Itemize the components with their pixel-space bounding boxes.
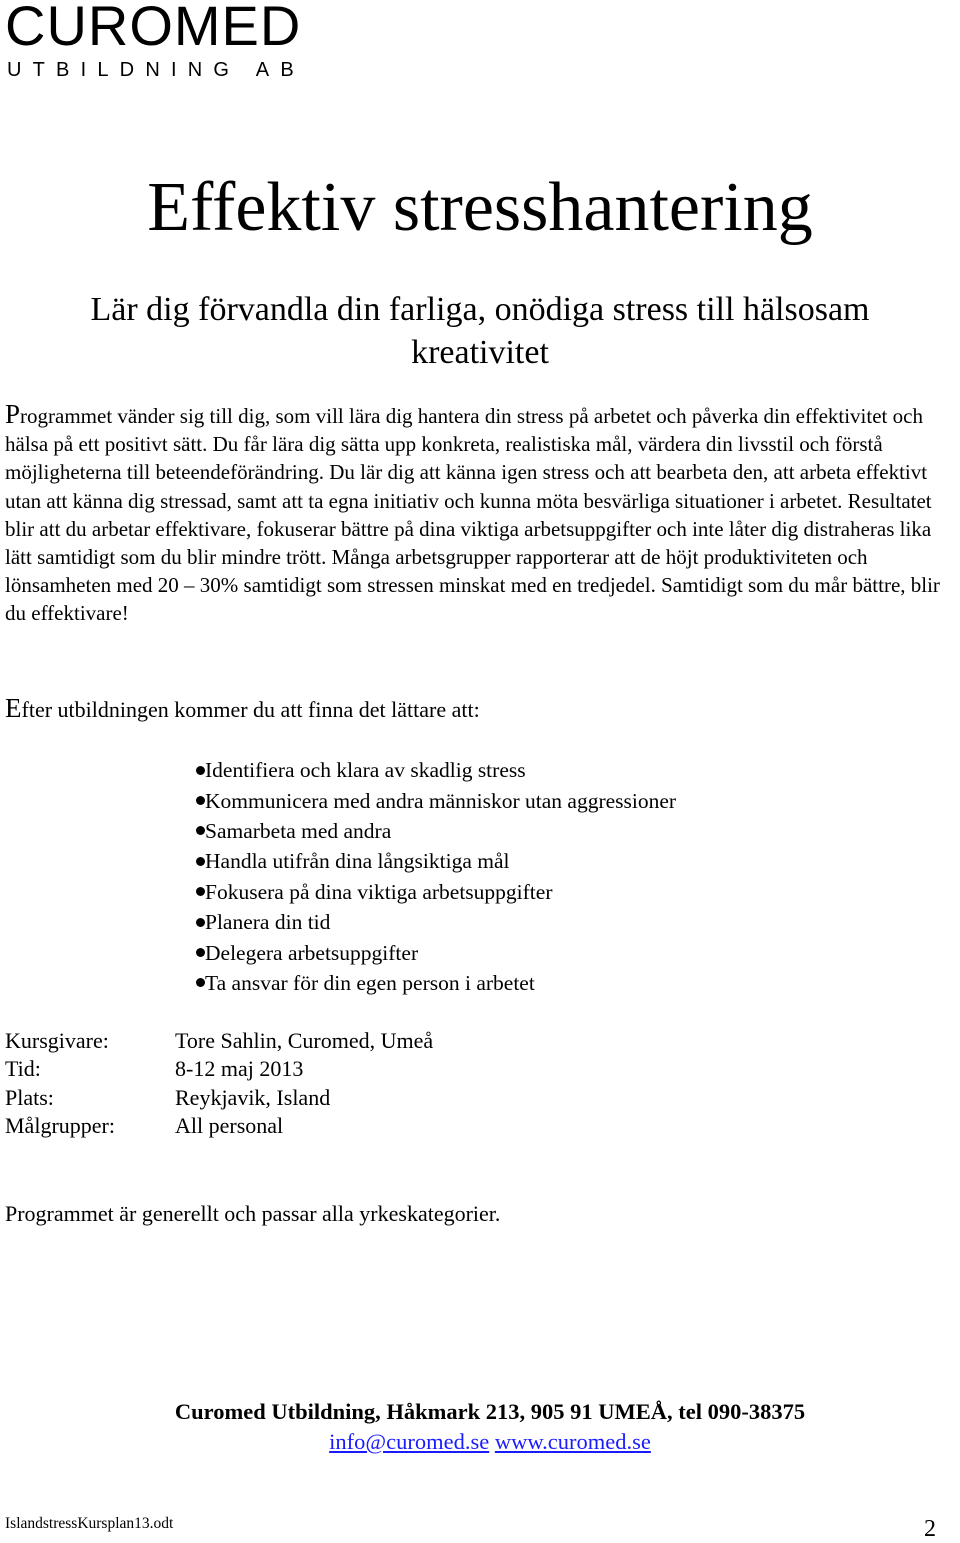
list-item: [190, 755, 676, 785]
bullet-dot-icon: [196, 766, 205, 775]
info-value-time: 8-12 maj 2013: [175, 1056, 304, 1081]
list-item-text: Ta ansvar för din egen person i arbetet: [205, 970, 535, 995]
bullet-dot-icon: [196, 948, 205, 957]
outcomes-heading: [5, 694, 480, 724]
bullet-dot-icon: [196, 887, 205, 896]
outcomes-list: [190, 755, 676, 998]
page-title: Effektiv stresshantering: [147, 169, 813, 246]
bullet-dot-icon: [196, 857, 205, 866]
intro-text: rogrammet vänder sig till dig, som vill lära dig hantera din stress på arbetet och påverka din effektivitet och hälsa på ett positivt sätt. Du får lära dig sätta upp konkreta, realistiska mål, värdera din livsstil och förstå möjligheterna till beteendeförändring. Du lär dig att känna igen stress och att bearbeta den, att arbeta effektivt utan att känna dig stressad, samt att ta egna initiativ och kunna möta besvärliga situationer i arbetet. Resultatet blir att du arbetar effektivare, fokuserar bättre på dina viktiga arbetsuppgifter och inte låter dig distraheras lika lätt samtidigt som du blir mindre trött. Många arbetsgrupper rapporterar att de höjt produktiviteten och lönsamheten med 20 – 30% samtidigt som stressen minskat med en tredjedel. Samtidigt som du mår bättre, blir du effektivare!: [5, 404, 940, 626]
list-item: [190, 907, 676, 937]
list-item-text: Kommunicera med andra människor utan aggressioner: [205, 788, 677, 813]
list-item-text: Identifiera och klara av skadlig stress: [205, 758, 526, 783]
page-subtitle: Lär dig förvandla din farliga, onödiga stress till hälsosam kreativitet: [90, 291, 870, 371]
info-label-instructor: Kursgivare:: [5, 1028, 109, 1053]
page-number: 2: [924, 1516, 936, 1542]
list-item: [190, 877, 676, 907]
bullet-dot-icon: [196, 796, 205, 805]
info-label-audience: Målgrupper:: [5, 1113, 115, 1138]
list-item-text: Samarbeta med andra: [205, 818, 392, 843]
list-item: [190, 846, 676, 876]
logo-tagline: UTBILDNING AB: [7, 59, 305, 81]
document-filename: IslandstressKursplan13.odt: [5, 1515, 174, 1532]
bullet-dot-icon: [196, 826, 205, 835]
outcomes-heading-text: fter utbildningen kommer du att finna det lättare att:: [21, 697, 480, 722]
info-label-place: Plats:: [5, 1085, 54, 1110]
list-item: [190, 785, 676, 815]
logo-wordmark: CUROMED: [5, 0, 302, 57]
closing-statement: Programmet är generellt och passar alla yrkeskategorier.: [5, 1201, 501, 1226]
info-label-time: Tid:: [5, 1056, 41, 1081]
info-value-place: Reykjavik, Island: [175, 1085, 331, 1110]
list-item-text: Handla utifrån dina långsiktiga mål: [205, 849, 510, 874]
intro-paragraph: [5, 400, 955, 628]
list-item: [190, 816, 676, 846]
info-value-instructor: Tore Sahlin, Curomed, Umeå: [175, 1028, 434, 1053]
bullet-dot-icon: [196, 978, 205, 987]
intro-first-letter: P: [5, 399, 21, 429]
info-value-audience: All personal: [175, 1113, 284, 1138]
footer-links: [0, 1427, 960, 1457]
list-item-text: Fokusera på dina viktiga arbetsuppgifter: [205, 879, 553, 904]
website-link[interactable]: www.curomed.se: [494, 1429, 651, 1454]
footer-address: Curomed Utbildning, Håkmark 213, 905 91 UMEÅ, tel 090-38375: [174, 1399, 806, 1424]
email-link[interactable]: info@curomed.se: [329, 1429, 490, 1454]
outcomes-first-letter: E: [5, 693, 22, 723]
bullet-dot-icon: [196, 918, 205, 927]
list-item-text: Planera din tid: [205, 910, 331, 935]
list-item: [190, 968, 676, 998]
list-item: [190, 937, 676, 967]
list-item-text: Delegera arbetsuppgifter: [205, 940, 419, 965]
